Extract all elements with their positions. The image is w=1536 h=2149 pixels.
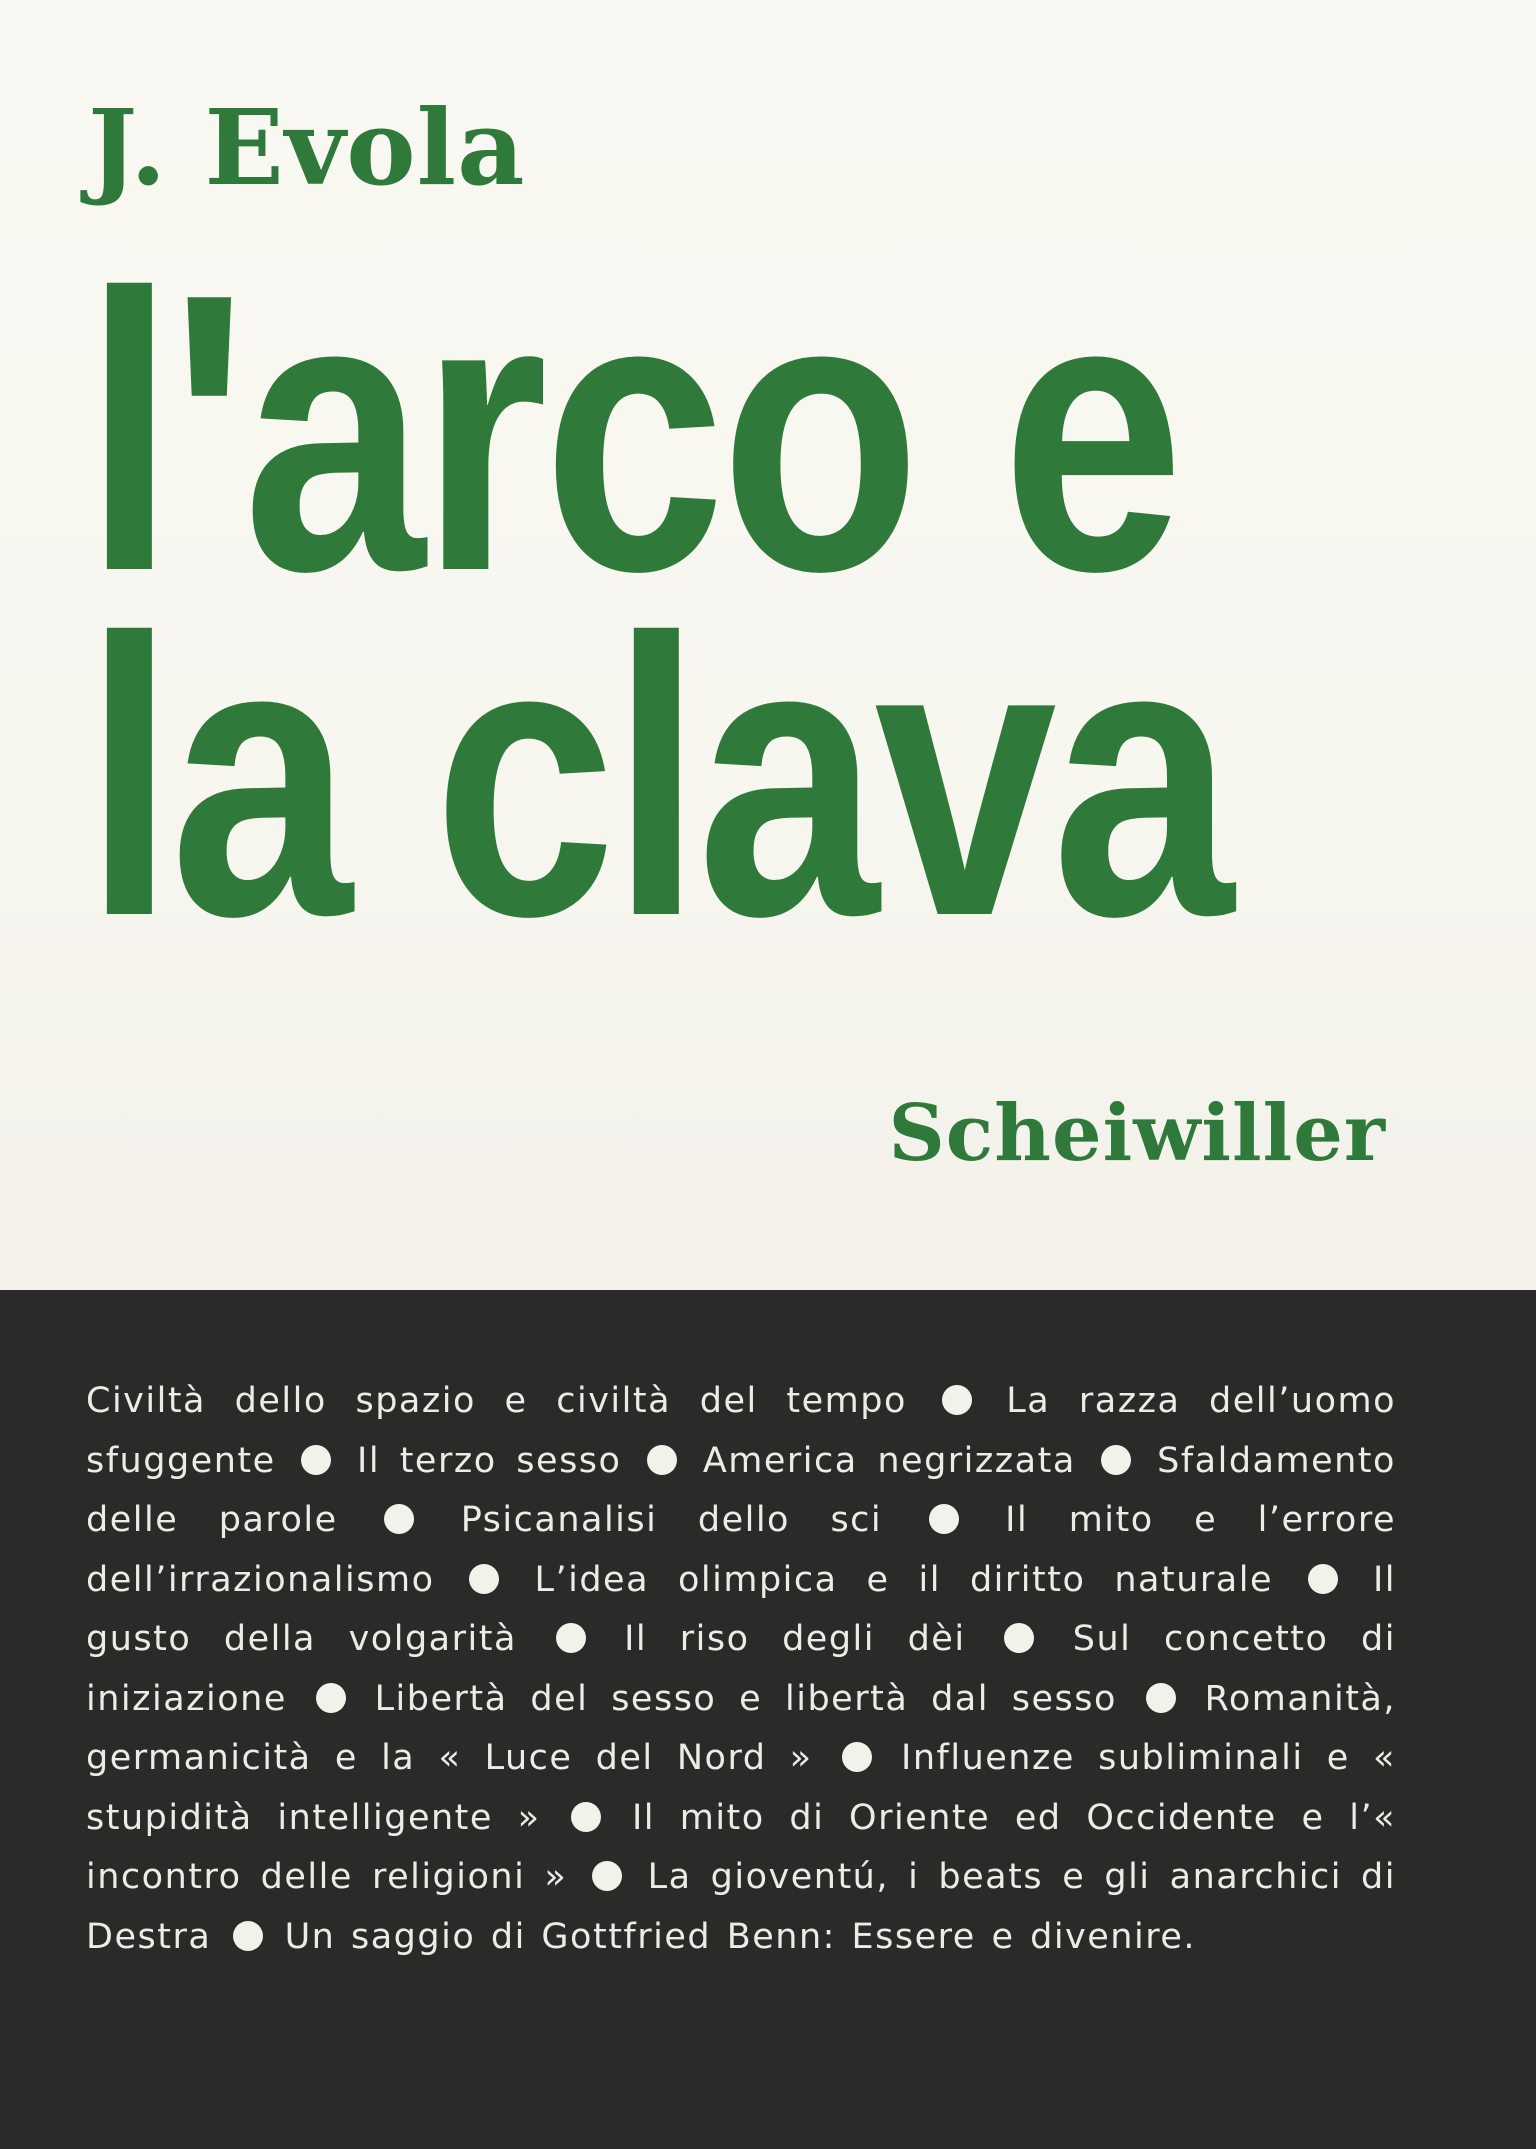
bullet-dot-icon xyxy=(842,1742,872,1772)
contents-item: L’idea olimpica e il diritto naturale xyxy=(534,1559,1273,1600)
book-title-line-1: l'arco e xyxy=(84,211,1180,653)
bullet-dot-icon xyxy=(1308,1564,1338,1594)
bullet-dot-icon xyxy=(1101,1445,1131,1475)
contents-item: Il terzo sesso xyxy=(357,1440,622,1481)
bullet-dot-icon xyxy=(929,1504,959,1534)
bullet-dot-icon xyxy=(592,1861,622,1891)
author-name: J. Evola xyxy=(88,86,526,209)
bullet-dot-icon xyxy=(233,1921,263,1951)
bullet-dot-icon xyxy=(301,1445,331,1475)
bullet-dot-icon xyxy=(556,1623,586,1653)
bullet-dot-icon xyxy=(316,1683,346,1713)
contents-item: Il mito e l’errore dell’irrazionalismo xyxy=(86,1500,1396,1600)
contents-item: La gioventú, i beats e gli anarchici di Destra xyxy=(86,1857,1396,1957)
contents-item: America negrizzata xyxy=(702,1440,1076,1481)
contents-item: Sfaldamento delle parole xyxy=(86,1440,1396,1540)
book-title xyxy=(84,211,1230,998)
bullet-dot-icon xyxy=(384,1504,414,1534)
bullet-dot-icon xyxy=(942,1385,972,1415)
contents-item: Psicanalisi dello sci xyxy=(460,1500,883,1540)
bullet-dot-icon xyxy=(469,1564,499,1594)
contents-item: Libertà del sesso e libertà dal sesso xyxy=(374,1678,1117,1719)
cover-contents-band xyxy=(0,1290,1536,2149)
contents-list xyxy=(86,1372,1396,1967)
publisher-name: Scheiwiller xyxy=(888,1088,1386,1179)
contents-item: Il riso degli dèi xyxy=(624,1619,966,1659)
contents-item: Un saggio di Gottfried Benn: Essere e divenire. xyxy=(284,1916,1196,1957)
bullet-dot-icon xyxy=(1004,1623,1034,1653)
book-title-line-2: la clava xyxy=(84,556,1230,998)
bullet-dot-icon xyxy=(571,1802,601,1832)
contents-item: Il gusto della volgarità xyxy=(86,1559,1396,1659)
contents-item: Civiltà dello spazio e civiltà del tempo xyxy=(86,1381,907,1421)
contents-item: Influenze subliminali e « stupidità intelligente » xyxy=(86,1738,1396,1838)
contents-item: Il mito di Oriente ed Occidente e l’« incontro delle religioni » xyxy=(86,1797,1396,1897)
bullet-dot-icon xyxy=(647,1445,677,1475)
bullet-dot-icon xyxy=(1146,1683,1176,1713)
contents-item: Romanità, germanicità e la « Luce del Nord » xyxy=(86,1678,1396,1778)
contents-item: La razza dell’uomo sfuggente xyxy=(86,1381,1396,1481)
contents-item: Sul concetto di iniziazione xyxy=(86,1619,1396,1719)
